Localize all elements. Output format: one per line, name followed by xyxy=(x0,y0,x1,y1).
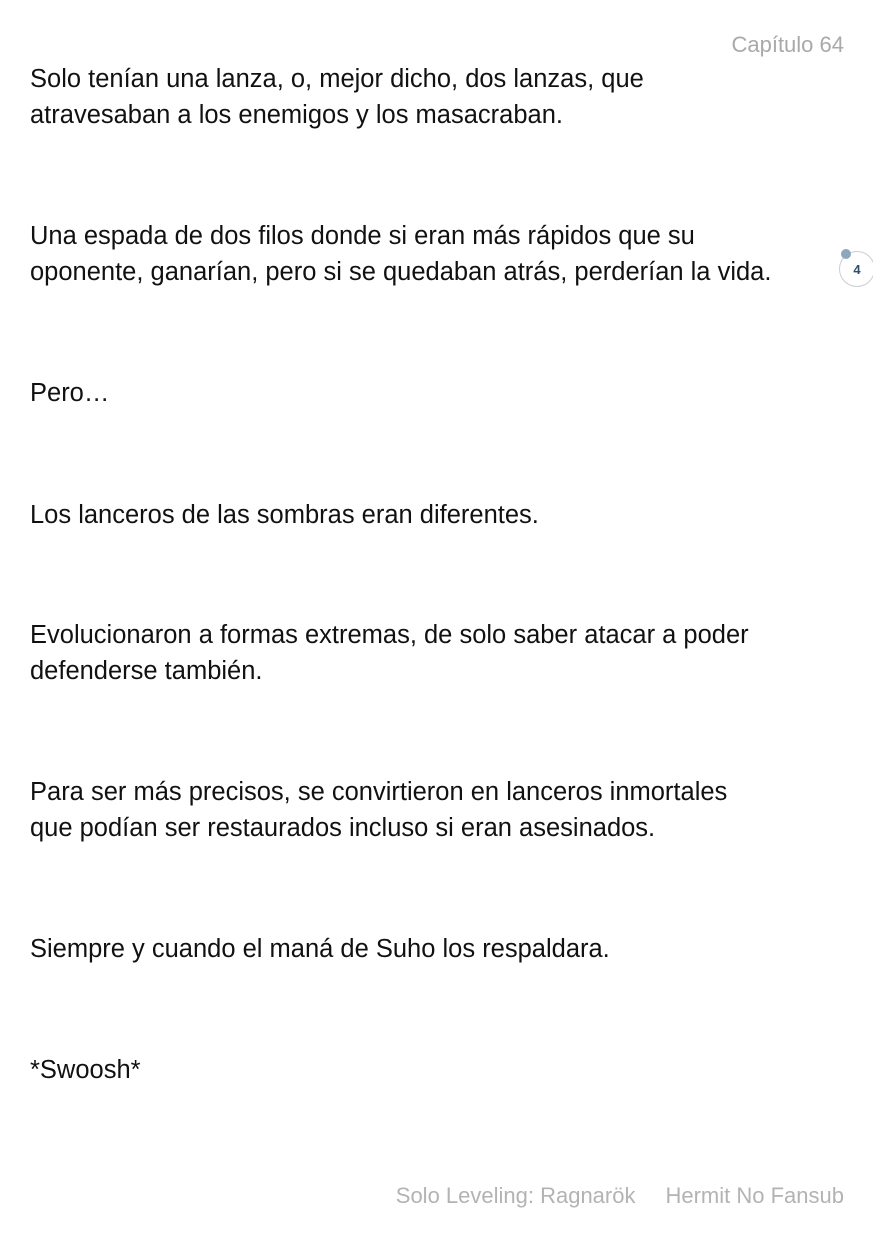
paragraph: Siempre y cuando el maná de Suho los respaldara. xyxy=(30,935,610,963)
footer-group: Hermit No Fansub xyxy=(665,1183,844,1208)
paragraph: Una espada de dos filos donde si eran más rápidos que su oponente, ganarían, pero si se quedaban atrás, perderían la vida. xyxy=(30,222,772,286)
footer-title: Solo Leveling: Ragnarök xyxy=(395,1183,636,1208)
paragraph: Pero… xyxy=(30,379,110,407)
badge-dot-icon xyxy=(841,249,851,259)
paragraph: Los lanceros de las sombras eran diferentes. xyxy=(30,501,539,529)
page-number: 4 xyxy=(853,261,861,277)
paragraph: Evolucionaron a formas extremas, de solo saber atacar a poder defenderse también. xyxy=(30,621,749,685)
chapter-label: Capítulo 64 xyxy=(731,32,844,57)
paragraph: *Swoosh* xyxy=(30,1056,141,1084)
footer xyxy=(396,1183,844,1209)
paragraph: Para ser más precisos, se convirtieron en lanceros inmortales que podían ser restaurados incluso si eran asesinados. xyxy=(30,778,728,842)
paragraph: Solo tenían una lanza, o, mejor dicho, dos lanzas, que atravesaban a los enemigos y los masacraban. xyxy=(30,65,644,129)
